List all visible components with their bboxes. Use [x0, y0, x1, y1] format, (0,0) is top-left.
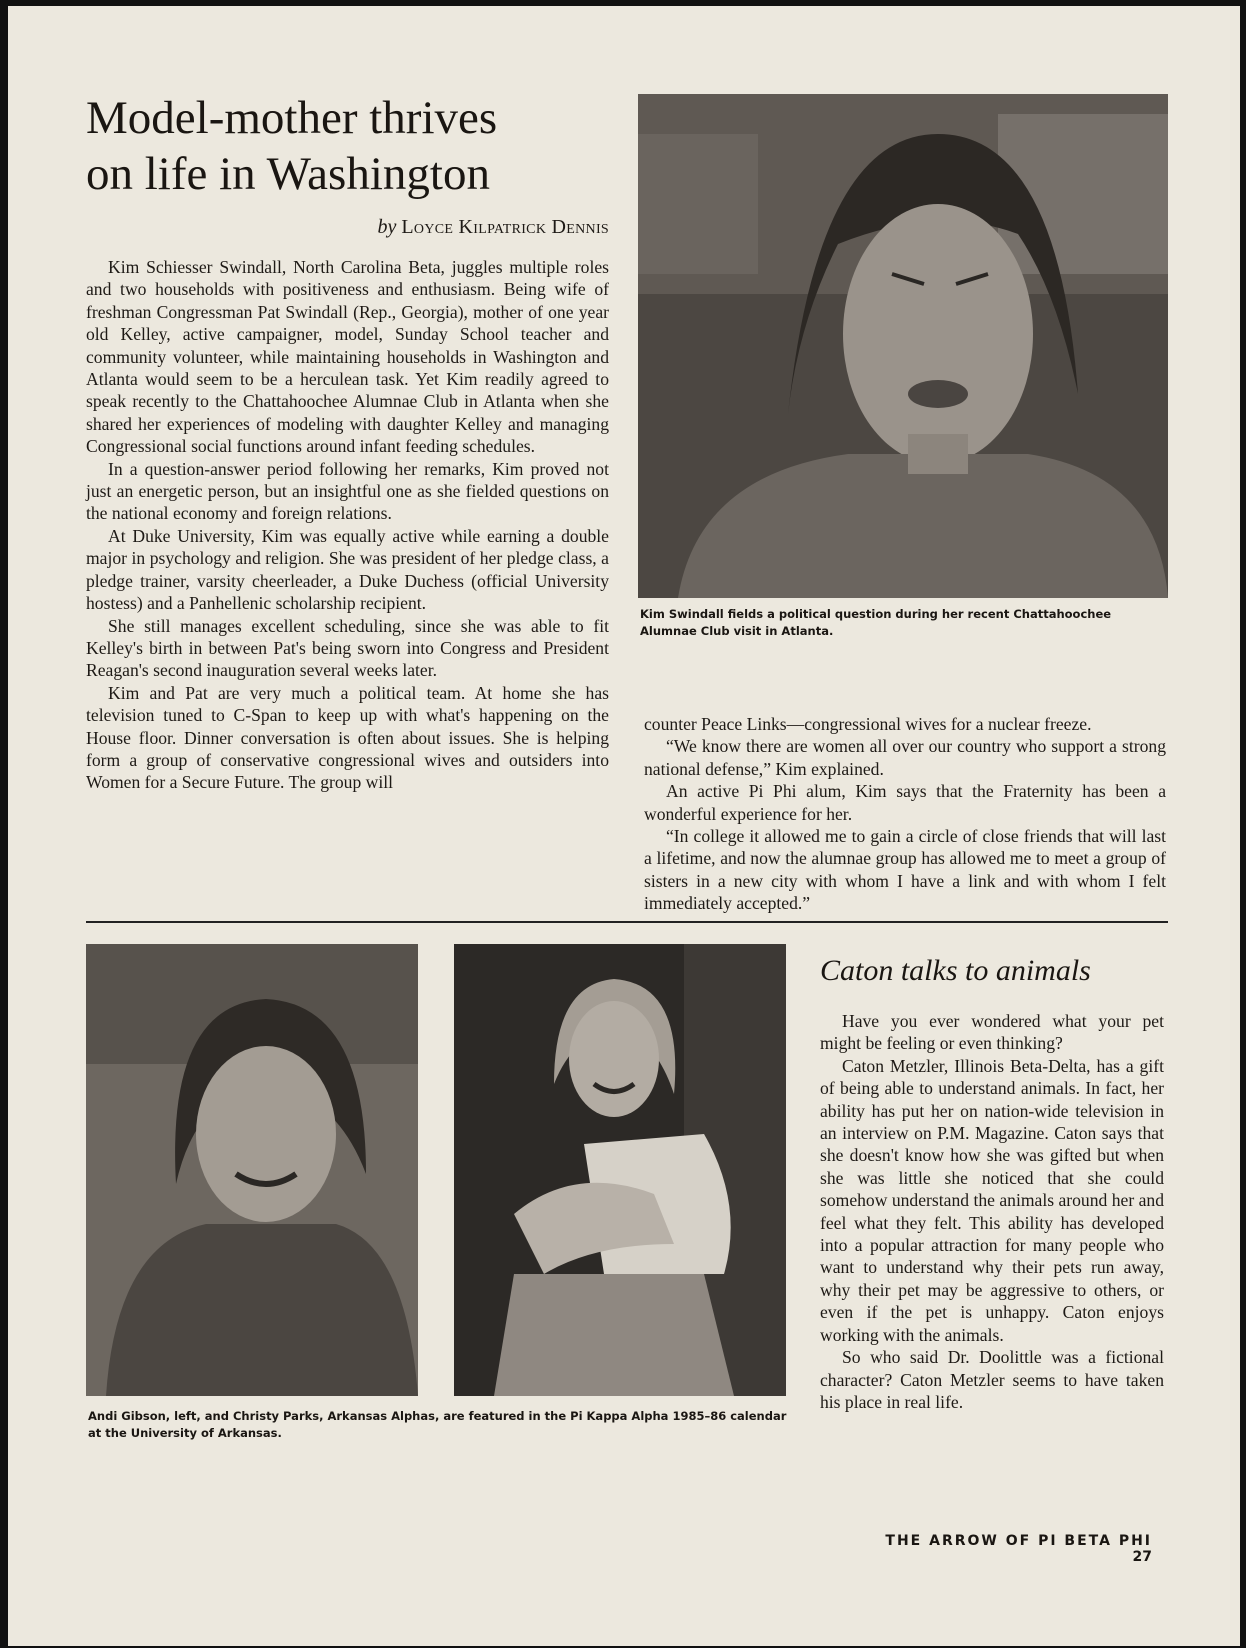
page-footer	[852, 1533, 1152, 1565]
christy-parks-photo-graphic	[454, 944, 786, 1396]
publication-name: THE ARROW OF PI BETA PHI	[885, 1533, 1152, 1549]
byline	[86, 216, 609, 239]
andi-gibson-photo-graphic	[86, 944, 418, 1396]
article-paragraph: “In college it allowed me to gain a circle of close friends that will last a lifetime, and now the alumnae group has allowed me to meet a group of sisters in a new city with whom I have a link and with whom I felt immediately accepted.”	[644, 826, 1166, 914]
article-title	[86, 90, 646, 202]
article-paragraph: In a question-answer period following her remarks, Kim proved not just an energetic person, but an insightful one as she fielded questions on the national economy and foreign relations.	[86, 458, 609, 524]
christy-parks-photo	[454, 944, 786, 1396]
sidebar-paragraph: So who said Dr. Doolittle was a fictional character? Caton Metzler seems to have taken his place in real life.	[820, 1347, 1164, 1412]
article-column-2	[644, 713, 1166, 915]
kim-swindall-photo-graphic	[638, 94, 1168, 598]
kim-swindall-photo	[638, 94, 1168, 598]
article-paragraph: She still manages excellent scheduling, since she was able to fit Kelley's birth in between Pat's being sworn into Congress and President Reagan's second inauguration several weeks later.	[86, 615, 609, 681]
sidebar-title: Caton talks to animals	[820, 954, 1091, 987]
article-title-line-2: on life in Washington	[86, 148, 490, 200]
article-title-line-1: Model-mother thrives	[86, 92, 498, 144]
magazine-page	[8, 6, 1240, 1646]
kim-photo-caption: Kim Swindall fields a political question during her recent Chattahoochee Alumnae Club visit in Atlanta.	[640, 607, 1112, 638]
section-divider	[86, 921, 1168, 923]
article-paragraph: “We know there are women all over our country who support a strong national defense,” Kim explained.	[644, 736, 1166, 779]
page-number: 27	[1132, 1549, 1152, 1565]
byline-prefix: by	[377, 216, 397, 238]
article-paragraph: An active Pi Phi alum, Kim says that the Fraternity has been a wonderful experience for her.	[644, 781, 1166, 824]
byline-author: Loyce Kilpatrick Dennis	[401, 216, 609, 238]
article-paragraph: Kim Schiesser Swindall, North Carolina Beta, juggles multiple roles and two households with positiveness and enthusiasm. Being wife of freshman Congressman Pat Swindall (Rep., Georgia), mother of one year old Kelley, active campaigner, model, Sunday School teacher and community volunteer, while maintaining households in Washington and Atlanta would seem to be a herculean task. Yet Kim readily agreed to speak recently to the Chattahoochee Alumnae Club in Atlanta when she shared her experiences of modeling with daughter Kelley and managing Congressional social functions around infant feeding schedules.	[86, 257, 609, 457]
sidebar-column	[820, 1010, 1164, 1413]
article-paragraph: Kim and Pat are very much a political team. At home she has television tuned to C-Span to keep up with what's happening on the House floor. Dinner conversation is often about issues. She is helping form a group of conservative congressional wives and outsiders into Women for a Secure Future. The group will	[86, 682, 609, 793]
sidebar-paragraph: Have you ever wondered what your pet might be feeling or even thinking?	[820, 1011, 1164, 1054]
sidebar-paragraph: Caton Metzler, Illinois Beta-Delta, has a gift of being able to understand animals. In fact, her ability has put her on nation-wide television in an interview on P.M. Magazine. Caton says that she doesn't know how she was gifted but when she was little she noticed that she could somehow understand the animals around her and feel what they felt. This ability has developed into a popular attraction for many people who want to understand why their pets run away, why their pet may be aggressive to others, or even if the pet is unhappy. Caton enjoys working with the animals.	[820, 1055, 1164, 1345]
article-paragraph: At Duke University, Kim was equally active while earning a double major in psychology and religion. She was president of her pledge class, a pledge trainer, varsity cheerleader, a Duke Duchess (official University hostess) and a Panhellenic scholarship recipient.	[86, 525, 609, 614]
article-paragraph: counter Peace Links—congressional wives for a nuclear freeze.	[644, 714, 1092, 734]
calendar-photos-caption: Andi Gibson, left, and Christy Parks, Arkansas Alphas, are featured in the Pi Kappa Alpha 1985–86 calendar at the University of Arkansas.	[88, 1409, 787, 1440]
andi-gibson-photo	[86, 944, 418, 1396]
article-column-1	[86, 256, 609, 794]
